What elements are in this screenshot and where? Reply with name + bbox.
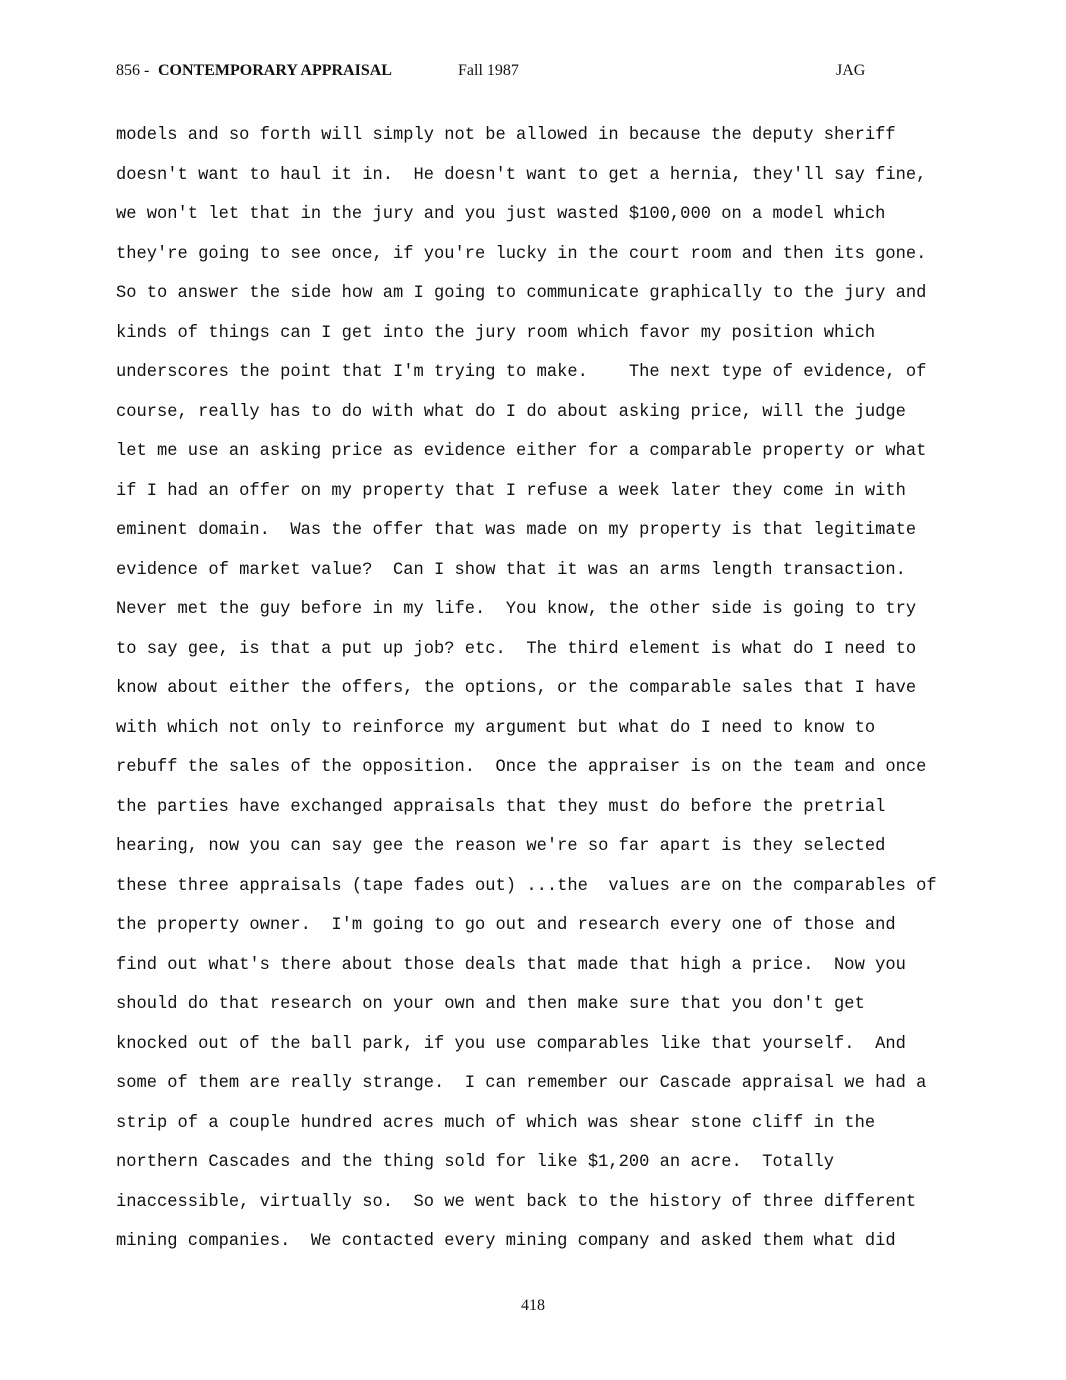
text-line: if I had an offer on my property that I refuse a week later they come in with (116, 481, 906, 501)
transcript-body (116, 121, 976, 1267)
text-line: these three appraisals (tape fades out) ...the values are on the comparables of (116, 876, 937, 896)
text-line: mining companies. We contacted every mining company and asked them what did (116, 1232, 896, 1251)
author-initials: JAG (836, 62, 866, 79)
text-line: some of them are really strange. I can remember our Cascade appraisal we had a (116, 1074, 927, 1093)
page-header (116, 62, 936, 84)
text-line: hearing, now you can say gee the reason we're so far apart is they selected (116, 837, 886, 856)
text-line: northern Cascades and the thing sold for like $1,200 an acre. Totally (116, 1153, 835, 1172)
course-number: 856 - (116, 62, 150, 79)
text-line: So to answer the side how am I going to communicate graphically to the jury and (116, 284, 927, 303)
text-line: models and so forth will simply not be allowed in because the deputy sheriff (116, 126, 896, 145)
term-label: Fall 1987 (458, 62, 519, 79)
text-line: knocked out of the ball park, if you use comparables like that yourself. And (116, 1034, 906, 1054)
text-line: underscores the point that I'm trying to make. The next type of evidence, of (116, 363, 927, 382)
page-number: 418 (521, 1297, 545, 1314)
text-line: eminent domain. Was the offer that was made on my property is that legitimate (116, 521, 917, 540)
text-line: should do that research on your own and then make sure that you don't get (116, 995, 865, 1014)
text-line: Never met the guy before in my life. You know, the other side is going to try (116, 600, 917, 619)
text-line: the property owner. I'm going to go out and research every one of those and (116, 916, 896, 935)
text-line: find out what's there about those deals that made that high a price. Now you (116, 955, 906, 975)
text-line: they're going to see once, if you're lucky in the court room and then its gone. (116, 244, 927, 264)
text-line: kinds of things can I get into the jury room which favor my position which (116, 323, 876, 343)
text-line: to say gee, is that a put up job? etc. The third element is what do I need to (116, 639, 917, 659)
text-line: let me use an asking price as evidence either for a comparable property or what (116, 442, 927, 461)
text-line: know about either the offers, the options, or the comparable sales that I have (116, 679, 917, 698)
text-line: doesn't want to haul it in. He doesn't want to get a hernia, they'll say fine, (116, 165, 927, 185)
text-line: with which not only to reinforce my argument but what do I need to know to (116, 718, 876, 738)
course-title: CONTEMPORARY APPRAISAL (158, 62, 392, 79)
text-line: the parties have exchanged appraisals that they must do before the pretrial (116, 797, 886, 817)
text-line: we won't let that in the jury and you just wasted $100,000 on a model which (116, 205, 886, 224)
text-line: strip of a couple hundred acres much of which was shear stone cliff in the (116, 1113, 876, 1133)
text-line: evidence of market value? Can I show that it was an arms length transaction. (116, 560, 906, 580)
text-line: inaccessible, virtually so. So we went back to the history of three different (116, 1192, 917, 1212)
text-line: rebuff the sales of the opposition. Once the appraiser is on the team and once (116, 758, 927, 777)
text-line: course, really has to do with what do I do about asking price, will the judge (116, 402, 906, 422)
